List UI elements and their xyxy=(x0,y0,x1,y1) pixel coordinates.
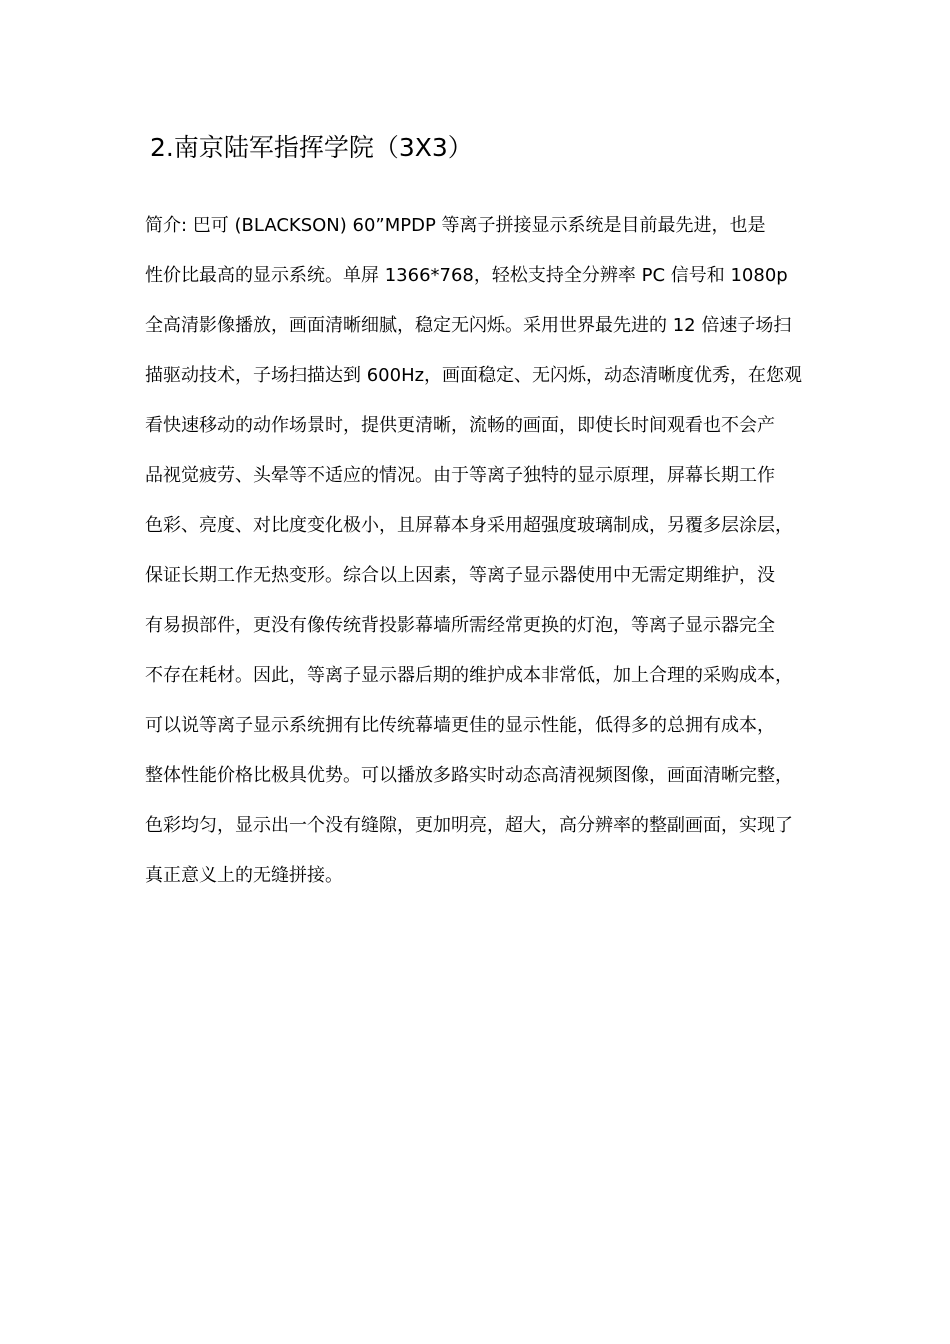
paragraph-line: 描驱动技术，子场扫描达到 600Hz，画面稳定、无闪烁，动态清晰度优秀，在您观 xyxy=(145,365,803,386)
paragraph-line: 品视觉疲劳、头晕等不适应的情况。由于等离子独特的显示原理，屏幕长期工作 xyxy=(145,465,775,486)
paragraph-line: 不存在耗材。因此，等离子显示器后期的维护成本非常低，加上合理的采购成本， xyxy=(145,665,793,686)
paragraph-line: 可以说等离子显示系统拥有比传统幕墙更佳的显示性能，低得多的总拥有成本， xyxy=(145,715,775,736)
paragraph-line: 简介: 巴可 (BLACKSON) 60”MPDP 等离子拼接显示系统是目前最先进，也是 xyxy=(145,215,766,236)
paragraph-line: 全高清影像播放，画面清晰细腻，稳定无闪烁。采用世界最先进的 12 倍速子场扫 xyxy=(145,315,792,336)
section-heading: 2.南京陆军指挥学院（3X3） xyxy=(150,133,473,162)
paragraph-line: 整体性能价格比极具优势。可以播放多路实时动态高清视频图像，画面清晰完整， xyxy=(145,765,793,786)
paragraph-line: 色彩、亮度、对比度变化极小，且屏幕本身采用超强度玻璃制成，另覆多层涂层， xyxy=(145,515,793,536)
paragraph-line: 性价比最高的显示系统。单屏 1366*768，轻松支持全分辨率 PC 信号和 1080p xyxy=(145,265,788,286)
paragraph-line: 有易损部件，更没有像传统背投影幕墙所需经常更换的灯泡，等离子显示器完全 xyxy=(145,615,775,636)
paragraph-line: 保证长期工作无热变形。综合以上因素，等离子显示器使用中无需定期维护，没 xyxy=(145,565,775,586)
body-paragraph xyxy=(145,201,815,901)
paragraph-line: 真正意义上的无缝拼接。 xyxy=(145,865,343,886)
paragraph-line: 看快速移动的动作场景时，提供更清晰，流畅的画面，即使长时间观看也不会产 xyxy=(145,415,775,436)
paragraph-line: 色彩均匀，显示出一个没有缝隙，更加明亮，超大，高分辨率的整副画面，实现了 xyxy=(145,815,793,836)
